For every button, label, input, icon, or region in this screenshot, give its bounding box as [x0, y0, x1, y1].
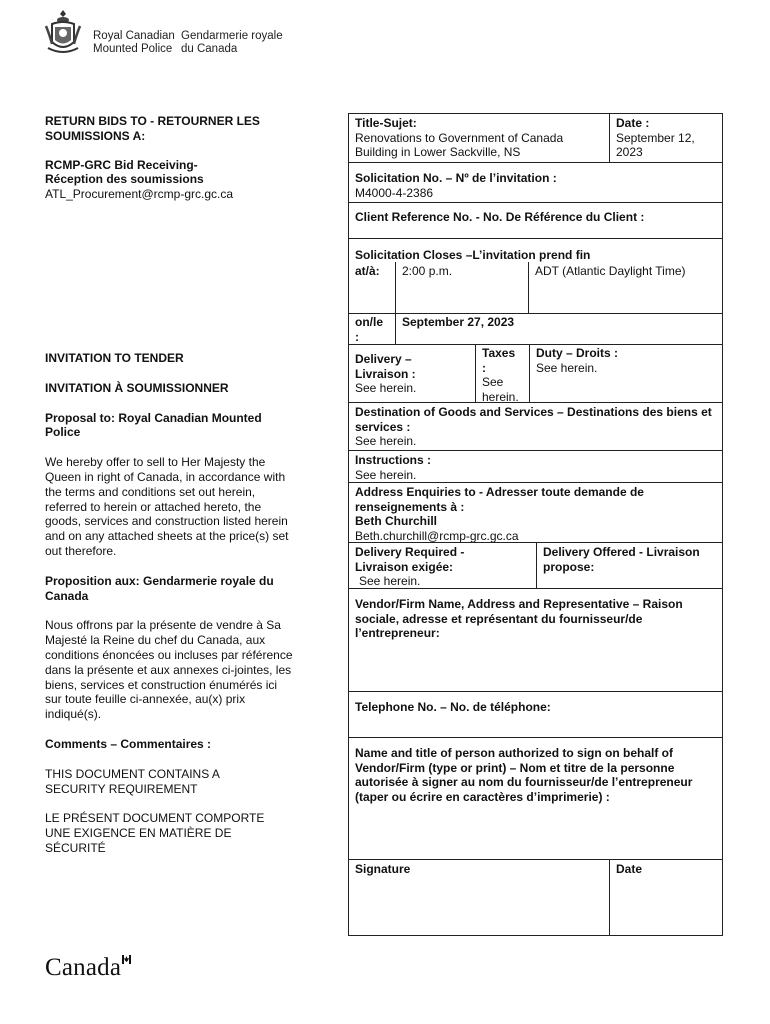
agency-en-line1: Royal Canadian: [93, 30, 175, 42]
proposition-aux: Proposition aux: Gendarmerie royale du Canada: [45, 573, 274, 603]
date-value: September 12, 2023: [616, 130, 695, 159]
authorized-signer-cell: [349, 737, 722, 859]
time-cell: [395, 262, 528, 313]
delivery-required-cell: [349, 542, 536, 588]
authorized-label: Name and title of person authorized to sign on behalf of Vendor/Firm (type or print) – Nom et titre de la personne autorisée à signer au nom du fournisseur/de l’entrepreneur (taper ou écrire en caractères d’imprimerie) :: [355, 746, 693, 804]
offer-fr: Nous offrons par la présente de vendre à Sa Majesté la Reine du chef du Canada, aux conditions énoncées ou incluses par référence dans la présente et aux annexes ci-jointes, les biens, services et construction énumérés ici sur toute feuille ci-annexée, au(x) prix indiqué(s).: [45, 618, 293, 722]
date-label: Date :: [616, 116, 650, 130]
agency-fr-line2: du Canada: [181, 42, 238, 55]
invitation-en: INVITATION TO TENDER: [45, 351, 184, 365]
signature-label: Signature: [355, 862, 411, 876]
timezone-value: ADT (Atlantic Daylight Time): [535, 264, 686, 278]
delivery-required-label: Delivery Required - Livraison exigée:: [355, 545, 465, 574]
signature-cell: [349, 859, 609, 935]
duty-cell: [529, 344, 722, 402]
procurement-email: ATL_Procurement@rcmp-grc.gc.ca: [45, 187, 234, 202]
telephone-label: Telephone No. – No. de téléphone:: [355, 700, 551, 714]
at-label: at/à:: [355, 264, 380, 278]
telephone-cell: [349, 691, 722, 737]
return-bids-heading: RETURN BIDS TO - RETOURNER LES SOUMISSIONS A:: [45, 114, 260, 143]
tender-form: [348, 113, 723, 936]
title-value: Renovations to Government of Canada Building in Lower Sackville, NS: [355, 130, 564, 159]
enquiries-label: Address Enquiries to - Adresser toute demande de renseignements à :: [355, 485, 644, 514]
taxes-label: Taxes :: [482, 346, 516, 375]
close-date-value: September 27, 2023: [402, 315, 515, 329]
left-column-body: [45, 351, 300, 856]
client-ref-label: Client Reference No. - No. De Référence du Client :: [355, 210, 645, 224]
taxes-cell: [475, 344, 529, 402]
enquiries-cell: [349, 482, 722, 542]
canada-wordmark: [45, 954, 130, 982]
agency-fr-line1: Gendarmerie royale: [181, 30, 283, 42]
signature-date-cell: [609, 859, 722, 935]
rcmp-crest-logo: [44, 8, 82, 56]
enquiries-email: Beth.churchill@rcmp-grc.gc.ca: [355, 528, 519, 543]
delivery-offered-label: Delivery Offered - Livraison propose:: [543, 545, 700, 574]
vendor-cell: [349, 588, 722, 691]
delivery-value: See herein.: [355, 381, 417, 395]
instructions-label: Instructions :: [355, 453, 432, 467]
taxes-value: See herein.: [482, 375, 519, 404]
destination-label: Destination of Goods and Services – Destinations des biens et services :: [355, 405, 712, 434]
security-en: THIS DOCUMENT CONTAINS A SECURITY REQUIREMENT: [45, 766, 220, 796]
client-ref-cell: [349, 202, 722, 238]
duty-label: Duty – Droits :: [536, 346, 619, 360]
instructions-value: See herein.: [355, 467, 417, 482]
security-fr: LE PRÉSENT DOCUMENT COMPORTE UNE EXIGENCE EN MATIÈRE DE SÉCURITÉ: [45, 811, 265, 855]
timezone-cell: [528, 262, 722, 313]
signature-date-label: Date: [616, 862, 643, 876]
delivery-cell: [349, 344, 475, 402]
agency-name: [93, 30, 283, 55]
canada-wordmark-text: Canada: [45, 954, 122, 981]
date-cell: [609, 114, 722, 162]
solicitation-cell: [349, 162, 722, 202]
time-value: 2:00 p.m.: [402, 264, 453, 278]
solicitation-value: M4000-4-2386: [355, 185, 434, 200]
at-label-cell: [349, 262, 395, 313]
instructions-cell: [349, 450, 722, 482]
delivery-label: Delivery – Livraison :: [355, 352, 416, 381]
title-cell: [349, 114, 609, 162]
destination-cell: [349, 402, 722, 450]
comments-label: Comments – Commentaires :: [45, 736, 212, 751]
agency-en-line2: Mounted Police: [93, 42, 173, 55]
on-label-cell: [349, 313, 395, 344]
solicitation-label: Solicitation No. – Nº de l’invitation :: [355, 171, 557, 185]
title-label: Title-Sujet:: [355, 116, 417, 130]
destination-value: See herein.: [355, 434, 417, 448]
close-date-cell: [395, 313, 722, 344]
invitation-fr: INVITATION À SOUMISSIONNER: [45, 380, 229, 395]
on-label: on/le :: [355, 315, 384, 344]
vendor-label: Vendor/Firm Name, Address and Representative – Raison sociale, adresse et représentant du fournisseur/de l’entrepreneur:: [355, 597, 683, 640]
bid-receiving: RCMP-GRC Bid Receiving-Réception des soumissions: [45, 157, 204, 187]
left-column: [45, 114, 300, 202]
closes-cell: [349, 238, 722, 262]
closes-label: Solicitation Closes –L’invitation prend fin: [355, 248, 591, 262]
delivery-offered-cell: [536, 542, 722, 588]
offer-en: We hereby offer to sell to Her Majesty the Queen in right of Canada, in accordance with the terms and conditions set out herein, referred to herein or attached hereto, the goods, services and construction listed herein and on any attached sheets at the price(s) set out therefore.: [45, 455, 289, 558]
duty-value: See herein.: [536, 360, 598, 375]
delivery-required-value: See herein.: [359, 574, 421, 588]
enquiries-name: Beth Churchill: [355, 514, 438, 528]
flag-icon: [122, 943, 131, 952]
proposal-to: Proposal to: Royal Canadian Mounted Police: [45, 410, 262, 440]
